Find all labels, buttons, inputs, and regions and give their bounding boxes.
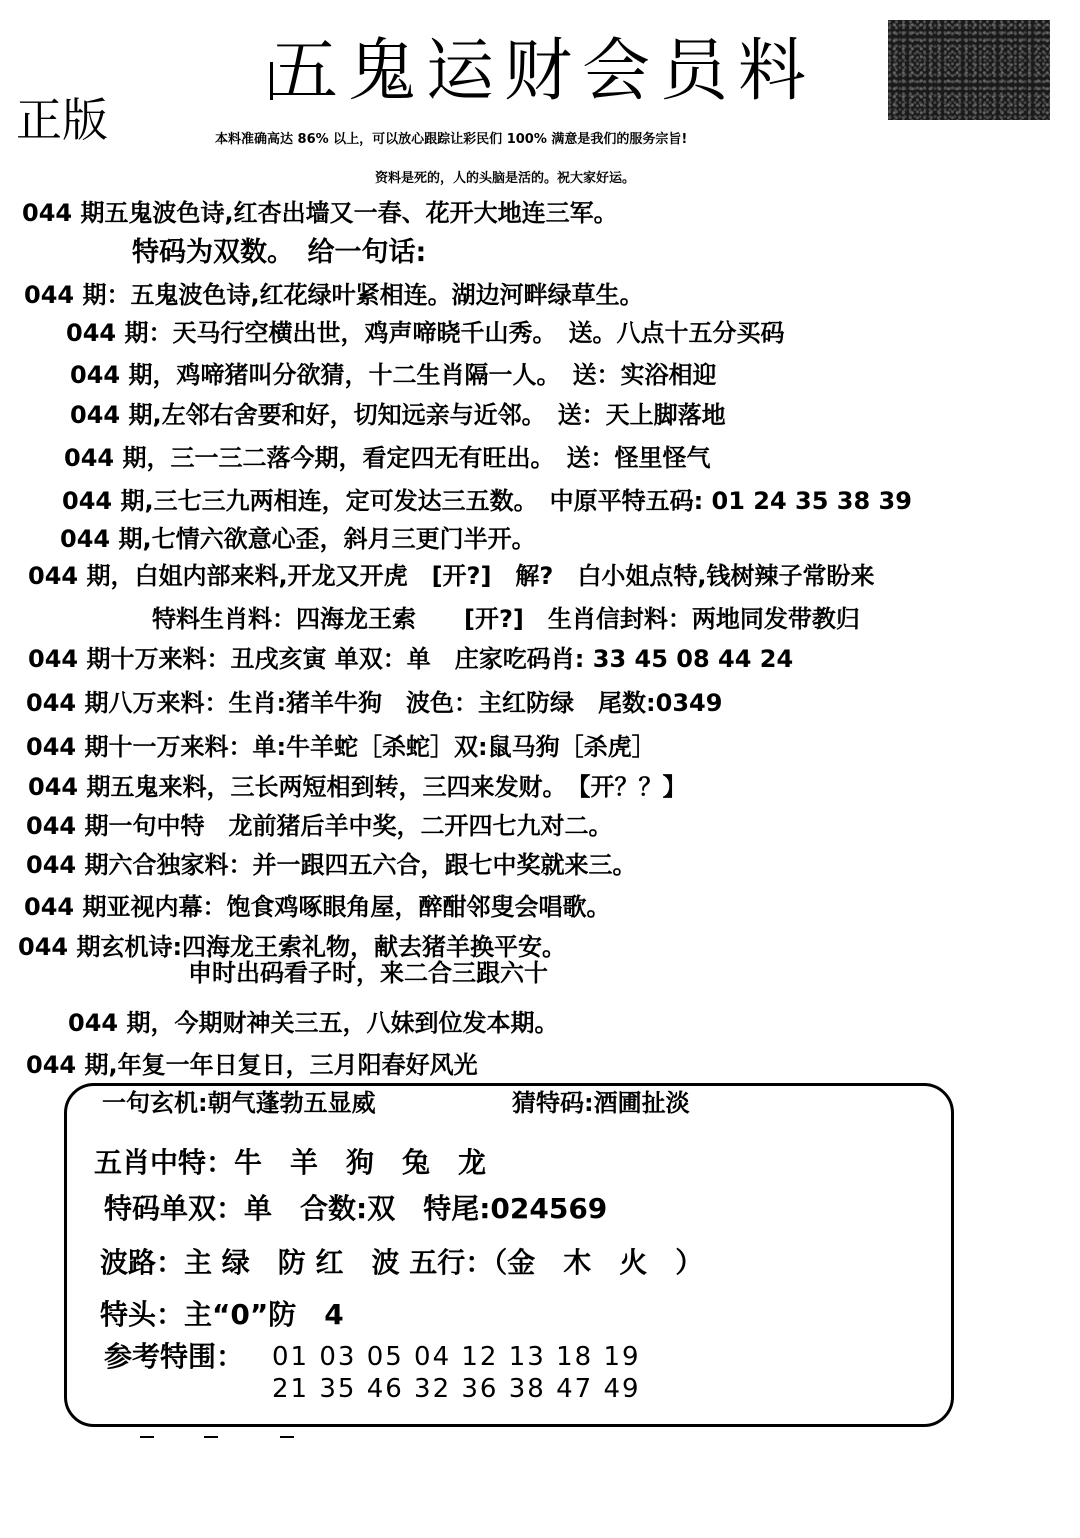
reference-label: 参考特围： xyxy=(104,1340,245,1373)
divider-mark xyxy=(280,1436,294,1438)
tetou-line: 特头：主“0”防 4 xyxy=(100,1298,344,1331)
subtitle-accuracy: 本料准确高达 86% 以上，可以放心跟踪让彩民们 100% 满意是我们的服务宗旨! xyxy=(215,132,688,147)
text-line: 044 期五鬼波色诗,红杏出墙又一春、花开大地连三军。 xyxy=(22,199,618,227)
subtitle-good-luck: 资料是死的，人的头脑是活的。祝大家好运。 xyxy=(375,171,636,186)
five-zodiac-line: 五肖中特：牛 羊 狗 兔 龙 xyxy=(94,1146,487,1179)
odd-even-line: 特码单双：单 合数:双 特尾:024569 xyxy=(104,1192,608,1225)
text-line: 044 期十一万来料：单:牛羊蛇［杀蛇］双:鼠马狗［杀虎］ xyxy=(26,733,656,761)
text-line: 044 期玄机诗:四海龙王索礼物，献去猪羊换平安。 xyxy=(18,933,567,961)
text-line: 044 期十万来料：丑戌亥寅 单双：单 庄家吃码肖: 33 45 08 44 24 xyxy=(28,645,794,673)
guess-code-line: 猜特码:酒圃扯淡 xyxy=(512,1089,690,1117)
text-line: 特料生肖料：四海龙王索 [开?] 生肖信封料：两地同发带教归 xyxy=(152,605,860,633)
text-line: 特码为双数。 给一句话: xyxy=(132,237,427,268)
text-line: 044 期一句中特 龙前猪后羊中奖，二开四七九对二。 xyxy=(26,812,613,840)
edition-label: 正版 xyxy=(16,93,108,147)
page-title: 五鬼运财会员料 xyxy=(270,32,817,111)
text-line: 044 期五鬼来料，三长两短相到转，三四来发财。 【开？？】 xyxy=(28,773,687,801)
text-line: 044 期,三七三九两相连，定可发达三五数。 中原平特五码: 01 24 35 38 39 xyxy=(62,487,912,515)
text-line: 申时出码看子时，来二合三跟六十 xyxy=(188,959,548,987)
text-line: 044 期，白姐内部来料,开龙又开虎 [开?] 解? 白小姐点特,钱树辣子常盼来 xyxy=(28,562,875,590)
divider-mark xyxy=(140,1436,154,1438)
text-line: 044 期亚视内幕：饱食鸡啄眼角屋，醉酣邻叟会唱歌。 xyxy=(24,893,611,921)
qr-code-image xyxy=(888,20,1050,120)
text-line: 044 期,年复一年日复日，三月阳春好风光 xyxy=(26,1051,478,1079)
text-line: 044 期八万来料：生肖:猪羊牛狗 波色：主红防绿 尾数:0349 xyxy=(26,689,723,717)
text-line: 044 期，三一三二落今期，看定四无有旺出。 送：怪里怪气 xyxy=(64,444,711,472)
text-line: 044 期六合独家料：并一跟四五六合，跟七中奖就来三。 xyxy=(26,851,637,879)
text-line: 044 期，今期财神关三五，八妹到位发本期。 xyxy=(68,1009,559,1037)
reference-numbers-row-2: 21 35 46 32 36 38 47 49 xyxy=(272,1374,641,1404)
text-line: 044 期,七情六欲意心歪，斜月三更门半开。 xyxy=(60,525,536,553)
text-line: 044 期：五鬼波色诗,红花绿叶紧相连。湖边河畔绿草生。 xyxy=(24,281,644,309)
text-line: 044 期,左邻右舍要和好，切知远亲与近邻。 送：天上脚落地 xyxy=(70,401,726,429)
reference-numbers-row-1: 01 03 05 04 12 13 18 19 xyxy=(272,1342,641,1372)
text-line: 044 期，鸡啼猪叫分欲猜，十二生肖隔一人。 送：实浴相迎 xyxy=(70,361,717,389)
divider-mark xyxy=(204,1436,218,1438)
wave-line: 波路：主 绿 防 红 波 五行：（金 木 火 ） xyxy=(100,1246,704,1279)
text-line: 044 期：天马行空横出世，鸡声啼晓千山秀。 送。八点十五分买码 xyxy=(66,319,785,347)
xuanji-line: 一句玄机:朝气蓬勃五显威 xyxy=(102,1089,376,1117)
